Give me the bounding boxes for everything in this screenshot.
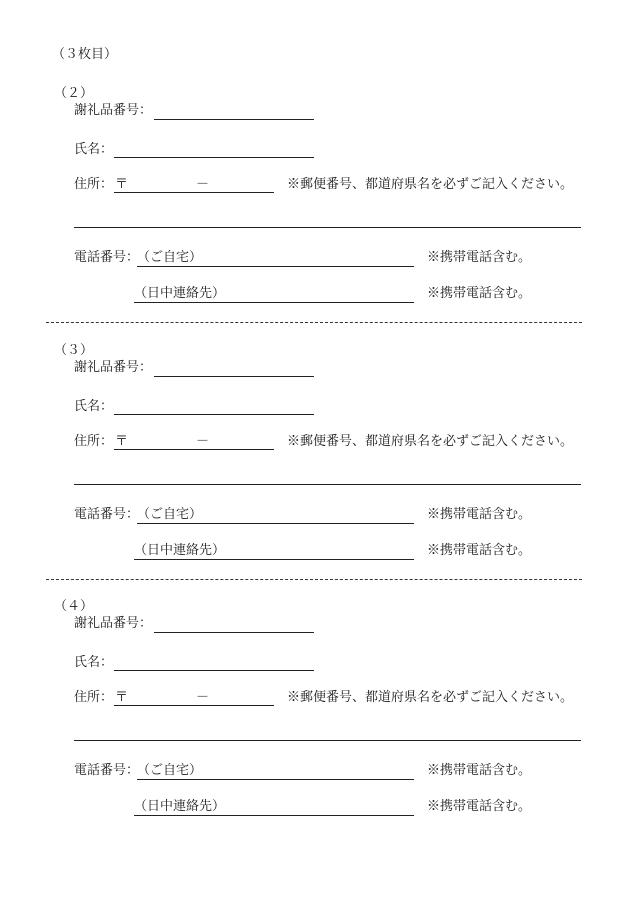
postal-dash: － — [196, 690, 210, 705]
address-field[interactable] — [74, 227, 581, 228]
gift-number-label: 謝礼品番号： — [74, 360, 153, 375]
daytime-label: （日中連絡先） — [134, 543, 226, 558]
address-label: 住所： — [74, 690, 114, 705]
postal-code-field[interactable] — [114, 192, 274, 193]
address-field[interactable] — [74, 484, 581, 485]
postal-mark-icon: 〒 — [115, 690, 129, 705]
page-label: （３枚目） — [52, 47, 118, 62]
section-divider — [46, 579, 582, 580]
gift-number-field[interactable] — [154, 632, 314, 633]
mobile-note: ※携帯電話含む。 — [427, 799, 532, 814]
mobile-note: ※携帯電話含む。 — [427, 286, 532, 301]
postal-mark-icon: 〒 — [115, 177, 129, 192]
postal-code-field[interactable] — [114, 705, 274, 706]
gift-number-label: 謝礼品番号： — [74, 103, 153, 118]
mobile-note: ※携帯電話含む。 — [427, 507, 532, 522]
name-label: 氏名： — [74, 399, 114, 414]
postal-code-field[interactable] — [114, 449, 274, 450]
postal-dash: － — [196, 177, 210, 192]
phone-label: 電話番号： — [74, 507, 140, 522]
mobile-note: ※携帯電話含む。 — [427, 250, 532, 265]
home-label: （ご自宅） — [137, 250, 203, 265]
daytime-phone-field[interactable] — [134, 815, 414, 816]
gift-number-field[interactable] — [154, 119, 314, 120]
postal-mark-icon: 〒 — [115, 434, 129, 449]
name-label: 氏名： — [74, 142, 114, 157]
name-label: 氏名： — [74, 655, 114, 670]
section-number: （２） — [54, 86, 94, 101]
name-field[interactable] — [114, 670, 314, 671]
home-label: （ご自宅） — [137, 763, 203, 778]
section-number: （４） — [54, 599, 94, 614]
address-note: ※郵便番号、都道府県名を必ずご記入ください。 — [287, 177, 574, 192]
daytime-label: （日中連絡先） — [134, 286, 226, 301]
name-field[interactable] — [114, 157, 314, 158]
home-label: （ご自宅） — [137, 507, 203, 522]
name-field[interactable] — [114, 414, 314, 415]
address-note: ※郵便番号、都道府県名を必ずご記入ください。 — [287, 434, 574, 449]
address-note: ※郵便番号、都道府県名を必ずご記入ください。 — [287, 690, 574, 705]
section-divider — [46, 322, 582, 323]
postal-dash: － — [196, 434, 210, 449]
address-field[interactable] — [74, 740, 581, 741]
mobile-note: ※携帯電話含む。 — [427, 763, 532, 778]
gift-number-field[interactable] — [154, 376, 314, 377]
home-phone-field[interactable] — [137, 523, 414, 524]
phone-label: 電話番号： — [74, 250, 140, 265]
phone-label: 電話番号： — [74, 763, 140, 778]
gift-number-label: 謝礼品番号： — [74, 616, 153, 631]
home-phone-field[interactable] — [137, 266, 414, 267]
home-phone-field[interactable] — [137, 779, 414, 780]
address-label: 住所： — [74, 177, 114, 192]
daytime-phone-field[interactable] — [134, 559, 414, 560]
address-label: 住所： — [74, 434, 114, 449]
mobile-note: ※携帯電話含む。 — [427, 543, 532, 558]
section-number: （３） — [54, 343, 94, 358]
daytime-phone-field[interactable] — [134, 302, 414, 303]
daytime-label: （日中連絡先） — [134, 799, 226, 814]
